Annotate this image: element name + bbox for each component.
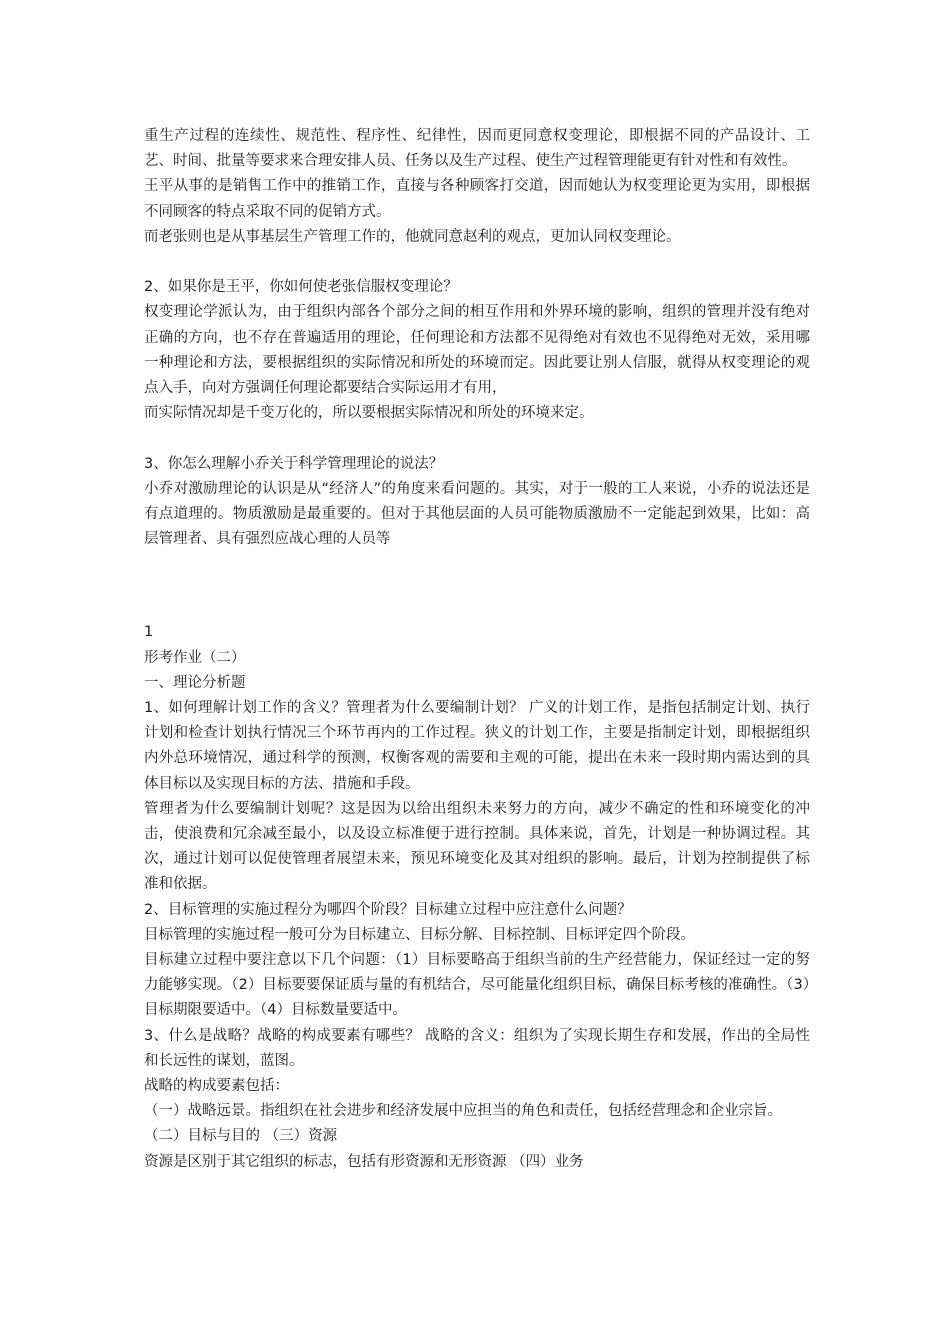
paragraph-goals-resources: （二）目标与目的 （三）资源 [144, 1128, 338, 1145]
paragraph-strategy-elements: 战略的构成要素包括： [144, 1078, 289, 1095]
paragraph-strategic-vision: （一）战略远景。指组织在社会进步和经济发展中应担当的角色和责任，包括经营理念和企业宗旨。 [144, 1103, 782, 1120]
paragraph-xiaoqiao-view: 小乔对激励理论的认识是从“经济人”的角度来看问题的。其实，对于一般的工人来说，小乔的说法还是有点道理的。物质激励是最重要的。但对于其他层面的人员可能物质激励不一定能起到效果，比如：高层管理者、具有强烈应战心理的人员等 [144, 480, 810, 548]
paragraph-objective-issues: 目标建立过程中要注意以下几个问题：（1）目标要略高于组织当前的生产经营能力，保证经过一定的努力能够实现。（2）目标要要保证质与量的有机结合，尽可能量化组织目标，确保目标考核的准确性。（3）目标期限要适中。（4）目标数量要适中。 [144, 952, 810, 1019]
blank-space [144, 552, 810, 620]
blank-line [144, 250, 810, 275]
question-3-heading: 3、你怎么理解小乔关于科学管理理论的说法？ [144, 455, 444, 472]
paragraph-production-theory: 重生产过程的连续性、规范性、程序性、纪律性，因而更同意权变理论，即根据不同的产品设计、工艺、时间、批量等要求来合理安排人员、任务以及生产过程、使生产过程管理能更有针对性和有效性。 [144, 128, 810, 170]
paragraph-resources-business: 资源是区别于其它组织的标志，包括有形资源和无形资源 （四）业务 [144, 1153, 584, 1170]
page-number: 1 [144, 624, 154, 641]
section-heading: 一、理论分析题 [144, 674, 246, 691]
paragraph-actual-situation: 而实际情况却是千变万化的，所以要根据实际情况和所处的环境来定。 [144, 405, 594, 422]
paragraph-wangping-view: 王平从事的是销售工作中的推销工作，直接与各种顾客打交道，因而她认为权变理论更为实用，即根据不同顾客的特点采取不同的促销方式。 [144, 178, 810, 220]
paragraph-why-plan: 管理者为什么要编制计划呢？这是因为以给出组织未来努力的方向，减少不确定的性和环境变化的冲击，使浪费和冗余减至最小，以及设立标准便于进行控制。具体来说，首先，计划是一种协调过程。其次，通过计划可以促使管理者展望未来，预见环境变化及其对组织的影响。最后，计划为控制提供了标准和依据。 [144, 800, 810, 893]
paragraph-contingency-theory: 权变理论学派认为，由于组织内部各个部分之间的相互作用和外界环境的影响，组织的管理并没有绝对正确的方向，也不存在普遍适用的理论，任何理论和方法都不见得绝对有效也不见得绝对无效，采用哪一种理论和方法，要根据组织的实际情况和所处的环境而定。因此要让别人信服，就得从权变理论的观点入手，向对方强调任何理论都要结合实际运用才有用， [144, 304, 810, 397]
paragraph-laozhang-view: 而老张则也是从事基层生产管理工作的，他就同意赵利的观点，更加认同权变理论。 [144, 228, 681, 245]
paragraph-four-stages: 目标管理的实施过程一般可分为目标建立、目标分解、目标控制、目标评定四个阶段。 [144, 926, 695, 943]
question-2-heading: 2、如果你是王平，你如何使老张信服权变理论？ [144, 279, 458, 296]
assignment-title: 形考作业（二） [144, 649, 246, 666]
blank-line [144, 426, 810, 451]
question-objective-management: 2、目标管理的实施过程分为哪四个阶段？目标建立过程中应注意什么问题？ [144, 901, 632, 918]
paragraph-planning-meaning: 1、如何理解计划工作的含义？管理者为什么要编制计划？ 广义的计划工作，是指包括制定计划、执行计划和检查计划执行情况三个环节再内的工作过程。狭义的计划工作，主要是指制定计划，即根据组织内外总环境情况，通过科学的预测，权衡客观的需要和主观的可能，提出在未来一段时期内需达到的具体目标以及实现目标的方法、措施和手段。 [144, 700, 810, 792]
question-strategy: 3、什么是战略？战略的构成要素有哪些？ 战略的含义：组织为了实现长期生存和发展，作出的全局性和长远性的谋划，蓝图。 [144, 1027, 810, 1069]
document-body [144, 124, 810, 1175]
